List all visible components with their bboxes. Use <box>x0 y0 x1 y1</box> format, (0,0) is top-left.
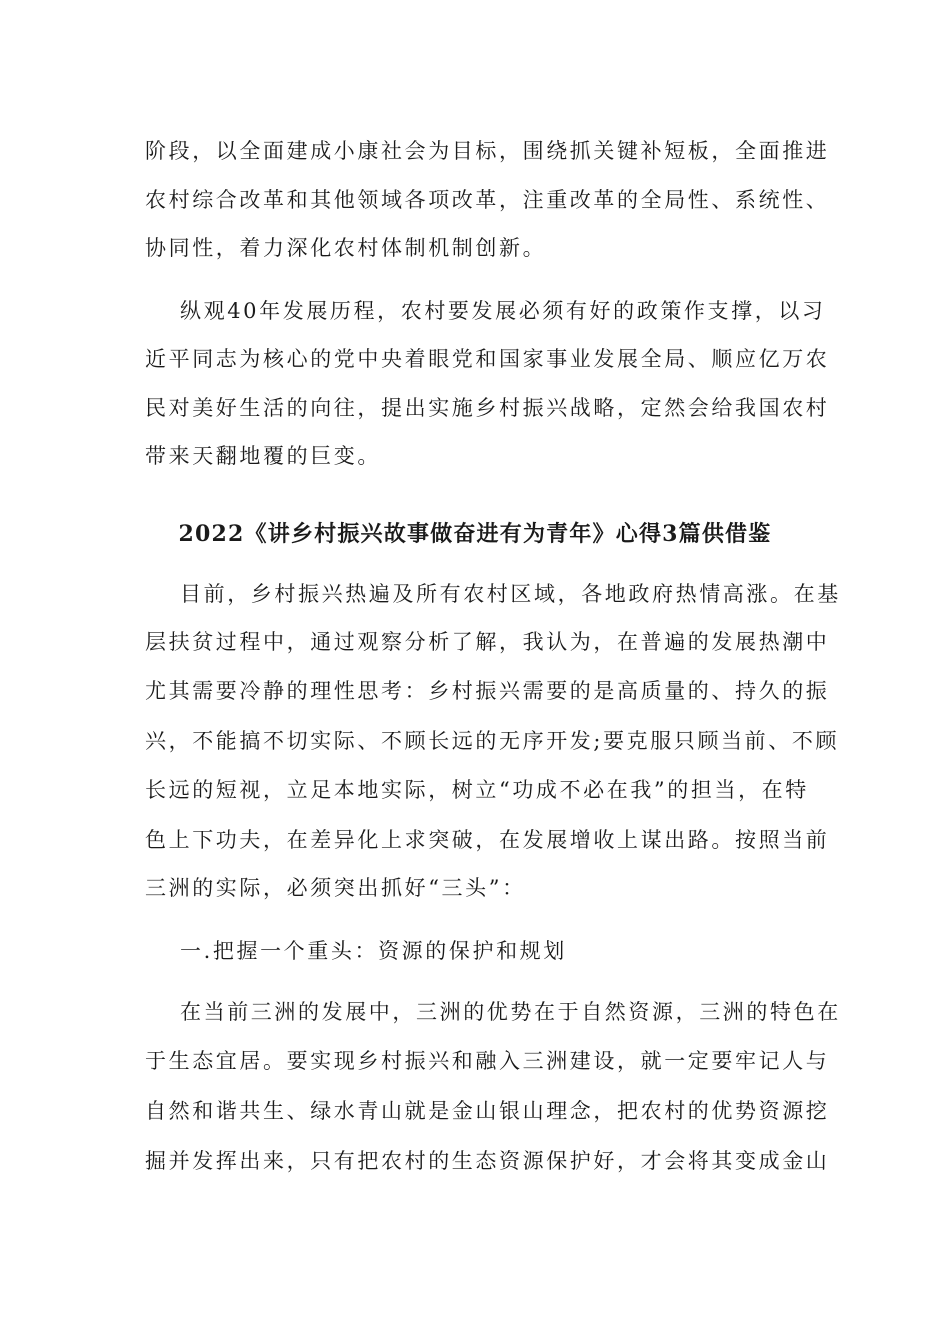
paragraph-line: 近平同志为核心的党中央着眼党和国家事业发展全局、顺应亿万农 <box>145 347 830 371</box>
paragraph-line: 三洲的实际，必须突出抓好“三头”： <box>145 876 526 900</box>
paragraph-line: 协同性，着力深化农村体制机制创新。 <box>145 236 547 260</box>
sub-heading: 一.把握一个重头：资源的保护和规划 <box>180 939 567 963</box>
paragraph-line: 层扶贫过程中，通过观察分析了解，我认为，在普遍的发展热潮中 <box>145 630 830 654</box>
paragraph-line: 阶段，以全面建成小康社会为目标，围绕抓关键补短板，全面推进 <box>145 139 830 163</box>
paragraph-line: 自然和谐共生、绿水青山就是金山银山理念，把农村的优势资源挖 <box>145 1099 830 1123</box>
paragraph-line: 掘并发挥出来，只有把农村的生态资源保护好，才会将其变成金山 <box>145 1149 830 1173</box>
paragraph-line: 带来天翻地覆的巨变。 <box>145 444 381 468</box>
paragraph-line: 尤其需要冷静的理性思考：乡村振兴需要的是高质量的、持久的振 <box>145 679 830 703</box>
paragraph-line: 于生态宜居。要实现乡村振兴和融入三洲建设，就一定要牢记人与 <box>145 1049 830 1073</box>
paragraph-line: 民对美好生活的向往，提出实施乡村振兴战略，定然会给我国农村 <box>145 396 830 420</box>
paragraph-line: 长远的短视，立足本地实际，树立“功成不必在我”的担当，在特 <box>145 778 809 802</box>
paragraph-line: 在当前三洲的发展中，三洲的优势在于自然资源，三洲的特色在 <box>180 1000 841 1024</box>
paragraph-line: 农村综合改革和其他领域各项改革，注重改革的全局性、系统性、 <box>145 188 830 212</box>
paragraph-line: 纵观40年发展历程，农村要发展必须有好的政策作支撑，以习 <box>180 299 826 323</box>
paragraph-line: 目前，乡村振兴热遍及所有农村区域，各地政府热情高涨。在基 <box>180 582 841 606</box>
paragraph-line: 色上下功夫，在差异化上求突破，在发展增收上谋出路。按照当前 <box>145 828 830 852</box>
paragraph-line: 兴，不能搞不切实际、不顾长远的无序开发;要克服只顾当前、不顾 <box>145 729 840 753</box>
section-heading: 2022《讲乡村振兴故事做奋进有为青年》心得3篇供借鉴 <box>178 521 772 547</box>
